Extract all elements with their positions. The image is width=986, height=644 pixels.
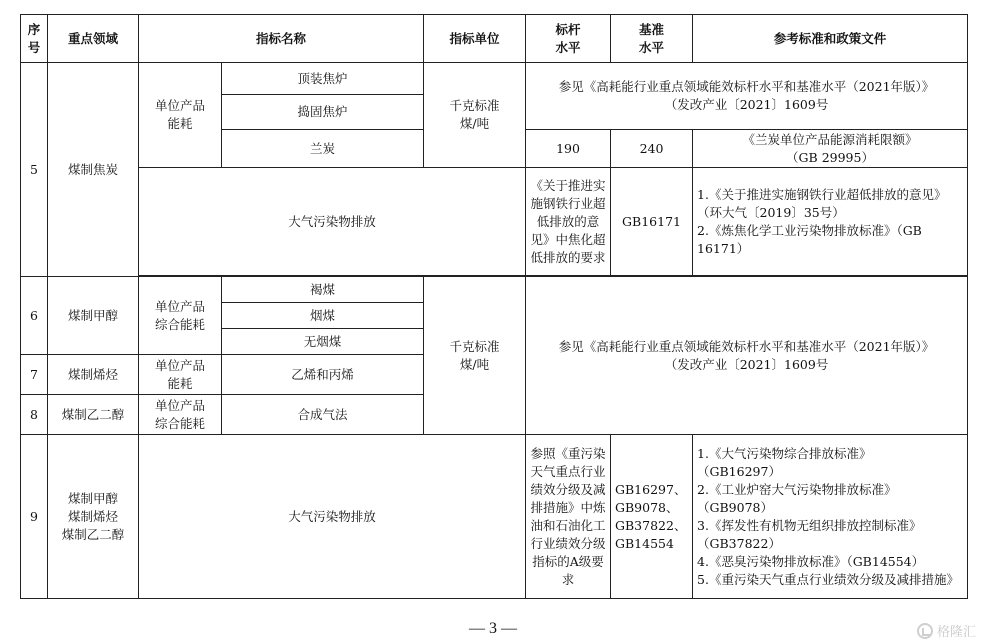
field-cell: 煤制乙二醇 xyxy=(48,395,139,435)
field-cell: 煤制甲醇 煤制烯烃 煤制乙二醇 xyxy=(48,435,139,599)
unit-cell: 千克标准 煤/吨 xyxy=(424,63,526,168)
field-cell: 煤制甲醇 xyxy=(48,277,139,355)
benchmark-cell: 参照《重污染天气重点行业绩效分级及减排措施》中炼油和石油化工行业绩效分级指标的A级要求 xyxy=(526,435,611,599)
item-cell: 顶装焦炉 xyxy=(222,63,424,95)
page-number: — 3 — xyxy=(469,620,517,637)
category-cell: 单位产品 能耗 xyxy=(139,355,222,395)
header-ref: 参考标准和政策文件 xyxy=(693,15,968,63)
item-cell: 乙烯和丙烯 xyxy=(222,355,424,395)
watermark xyxy=(917,621,976,640)
seq-cell: 8 xyxy=(21,395,48,435)
name-cell: 大气污染物排放 xyxy=(139,435,526,599)
ref-cell: 1.《大气污染物综合排放标准》 （GB16297） 2.《工业炉窑大气污染物排放标准》 （GB9078） 3.《挥发性有机物无组织排放控制标准》 （GB37822） 4.《恶臭污染物排放标准》（GB14554） 5.《重污染天气重点行业绩效分级及减排措施》 xyxy=(693,435,968,599)
ref-cell: 1.《关于推进实施钢铁行业超低排放的意见》（环大气〔2019〕35号） 2.《炼焦化学工业污染物排放标准》（GB 16171） xyxy=(693,168,968,276)
field-cell: 煤制烯烃 xyxy=(48,355,139,395)
watermark-logo-icon xyxy=(917,623,933,639)
benchmark-cell: 190 xyxy=(526,130,611,168)
category-cell: 单位产品 能耗 xyxy=(139,63,222,168)
ref-cell: 《兰炭单位产品能源消耗限额》 （GB 29995） xyxy=(693,130,968,168)
watermark-text: 格隆汇 xyxy=(936,625,976,640)
item-cell: 合成气法 xyxy=(222,395,424,435)
unit-cell: 千克标准 煤/吨 xyxy=(424,277,526,435)
header-field: 重点领域 xyxy=(48,15,139,63)
seq-cell: 7 xyxy=(21,355,48,395)
category-cell: 单位产品 综合能耗 xyxy=(139,395,222,435)
table-row xyxy=(21,277,968,303)
header-name: 指标名称 xyxy=(139,15,424,63)
table-row xyxy=(21,168,968,276)
baseline-cell: GB16171 xyxy=(611,168,693,276)
indicator-table xyxy=(20,14,968,599)
item-cell: 捣固焦炉 xyxy=(222,95,424,130)
item-cell: 无烟煤 xyxy=(222,329,424,355)
seq-cell: 6 xyxy=(21,277,48,355)
ref-cell: 参见《高耗能行业重点领域能效标杆水平和基准水平（2021年版）》 （发改产业〔2021〕1609号 xyxy=(526,277,968,435)
header-baseline: 基准 水平 xyxy=(611,15,693,63)
ref-cell: 参见《高耗能行业重点领域能效标杆水平和基准水平（2021年版）》 （发改产业〔2021〕1609号 xyxy=(526,63,968,130)
baseline-cell: 240 xyxy=(611,130,693,168)
header-row xyxy=(21,15,968,63)
item-cell: 烟煤 xyxy=(222,303,424,329)
seq-cell: 5 xyxy=(21,63,48,277)
name-cell: 大气污染物排放 xyxy=(139,168,526,276)
header-seq: 序 号 xyxy=(21,15,48,63)
header-benchmark: 标杆 水平 xyxy=(526,15,611,63)
table-row xyxy=(21,435,968,599)
benchmark-cell: 《关于推进实施钢铁行业超低排放的意见》中焦化超低排放的要求 xyxy=(526,168,611,276)
field-cell: 煤制焦炭 xyxy=(48,63,139,277)
table-row xyxy=(21,63,968,95)
category-cell: 单位产品 综合能耗 xyxy=(139,277,222,355)
baseline-cell: GB16297、 GB9078、 GB37822、 GB14554 xyxy=(611,435,693,599)
item-cell: 兰炭 xyxy=(222,130,424,168)
item-cell: 褐煤 xyxy=(222,277,424,303)
header-unit: 指标单位 xyxy=(424,15,526,63)
seq-cell: 9 xyxy=(21,435,48,599)
